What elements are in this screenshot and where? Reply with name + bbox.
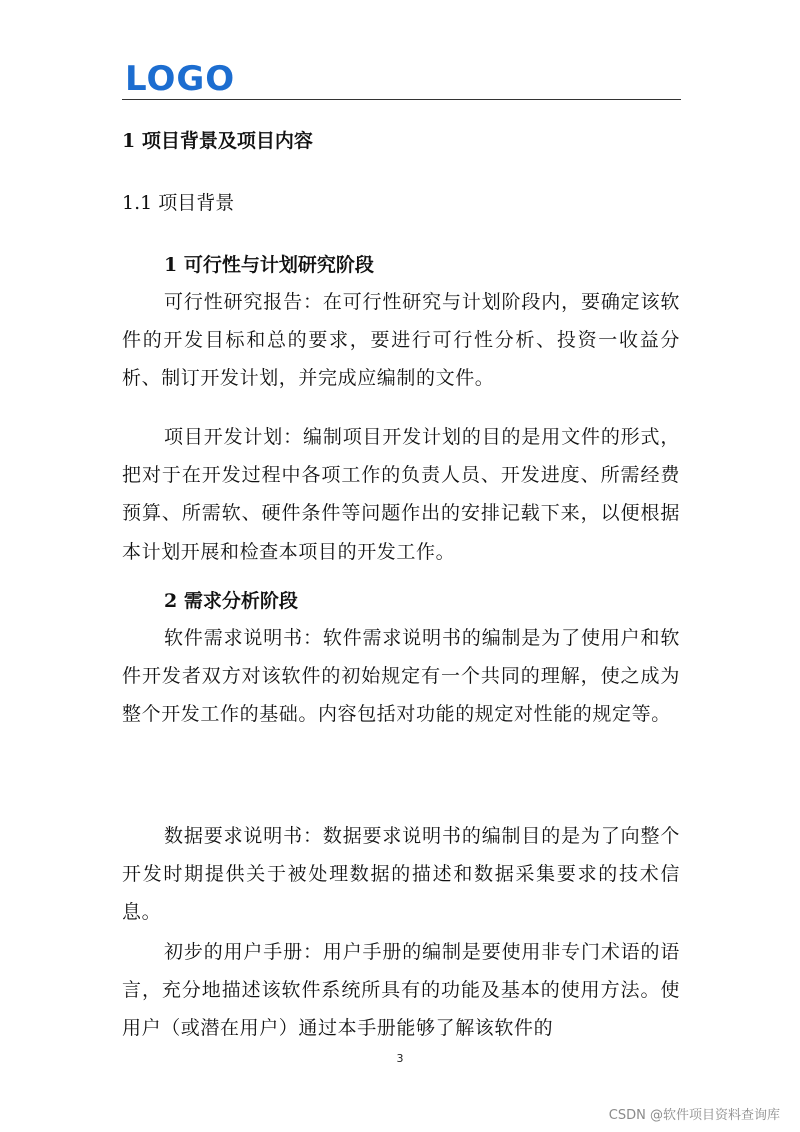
section-heading: 1 项目背景及项目内容 [122,130,313,152]
stage-heading-feasibility: 1 可行性与计划研究阶段 [164,254,374,276]
paragraph-software-requirements: 软件需求说明书：软件需求说明书的编制是为了使用户和软件开发者双方对该软件的初始规定有一个共同的理解，使之成为整个开发工作的基础。内容包括对功能的规定对性能的规定等。 [122,627,680,726]
page-number: 3 [396,1052,404,1065]
stage-heading-requirements: 2 需求分析阶段 [164,590,298,612]
paragraph-project-plan: 项目开发计划：编制项目开发计划的目的是用文件的形式，把对于在开发过程中各项工作的负责人员、开发进度、所需经费预算、所需软、硬件条件等问题作出的安排记载下来，以便根据本计划开展和检查本项目的开发工作。 [122,426,680,563]
header-divider [122,99,681,100]
paragraph-data-requirements: 数据要求说明书：数据要求说明书的编制目的是为了向整个开发时期提供关于被处理数据的描述和数据采集要求的技术信息。 [122,825,680,924]
watermark: CSDN @软件项目资料查询库 [608,1108,780,1123]
logo: LOGO [125,59,236,99]
paragraph-user-manual: 初步的用户手册：用户手册的编制是要使用非专门术语的语言，充分地描述该软件系统所具有的功能及基本的使用方法。使用户（或潜在用户）通过本手册能够了解该软件的 [122,941,680,1040]
subsection-heading: 1.1 项目背景 [122,192,235,214]
paragraph-feasibility-report: 可行性研究报告：在可行性研究与计划阶段内，要确定该软件的开发目标和总的要求，要进行可行性分析、投资一收益分析、制订开发计划，并完成应编制的文件。 [122,291,680,390]
